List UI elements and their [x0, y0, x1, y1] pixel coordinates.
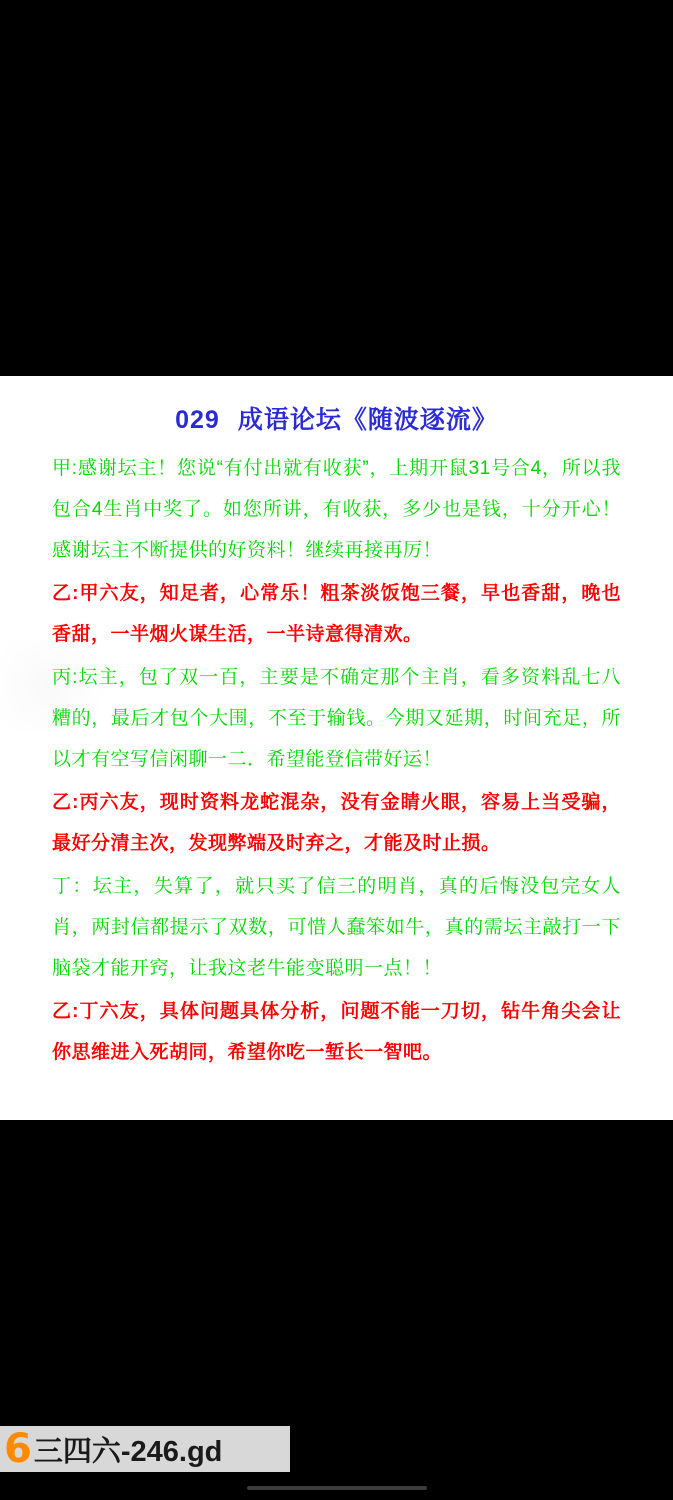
document-sheet	[0, 376, 673, 1120]
paragraph-1: 甲:感谢坛主！您说“有付出就有收获”，上期开鼠31号合4，所以我包合4生肖中奖了。如您所讲，有收获，多少也是钱，十分开心！感谢坛主不断提供的好资料！继续再接再厉！	[52, 458, 621, 561]
watermark-bar	[0, 1426, 290, 1472]
watermark-domain-text: -246.gd	[120, 1435, 223, 1468]
paragraph-3: 丙:坛主，包了双一百，主要是不确定那个主肖，看多资料乱七八糟的，最后才包个大围，不至于输钱。今期又延期，时间充足，所以才有空写信闲聊一二．希望能登信带好运！	[52, 667, 621, 770]
paragraph-4: 乙:丙六友，现时资料龙蛇混杂，没有金睛火眼，容易上当受骗，最好分清主次，发现弊端及时弃之，才能及时止损。	[52, 792, 621, 854]
home-indicator	[247, 1486, 427, 1490]
page-title-number: 029	[175, 406, 220, 434]
watermark-text	[34, 1429, 223, 1470]
page-title	[52, 400, 621, 436]
paragraph-6: 乙:丁六友，具体问题具体分析，问题不能一刀切，钻牛角尖会让你思维进入死胡同，希望你吃一堑长一智吧。	[52, 1001, 621, 1063]
paragraph-2: 乙:甲六友，知足者，心常乐！粗茶淡饭饱三餐，早也香甜，晚也香甜，一半烟火谋生活，一半诗意得清欢。	[52, 583, 621, 645]
watermark-logo-icon: 6	[4, 1426, 32, 1472]
paragraph-5: 丁：坛主，失算了，就只买了信三的明肖，真的后悔没包完女人肖，两封信都提示了双数，可惜人蠢笨如牛，真的需坛主敲打一下脑袋才能开窍，让我这老牛能变聪明一点！！	[52, 876, 621, 979]
page-title-text: 成语论坛《随波逐流》	[237, 406, 498, 434]
watermark-cn-text: 三四六	[33, 1435, 121, 1468]
